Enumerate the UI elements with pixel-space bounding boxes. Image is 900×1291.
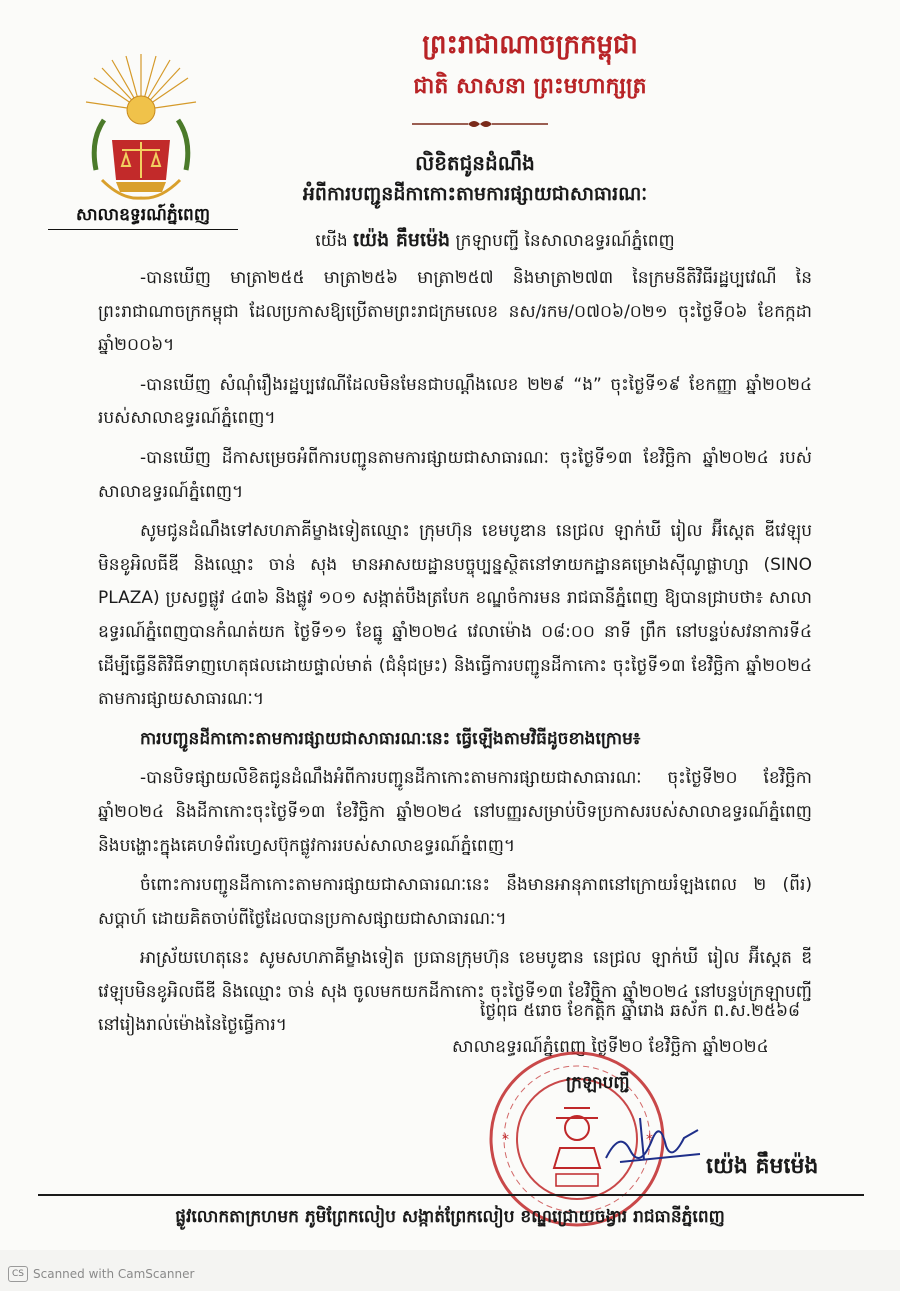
document-subtitle: អំពីការបញ្ជូនដីកាកោះតាមការផ្សាយជាសាធារណៈ xyxy=(302,183,648,205)
paragraph-effect: ចំពោះការបញ្ជូនដីកាកោះតាមការផ្សាយជាសាធារណៈនេះ នឹងមានអានុភាពនៅក្រោយរំឡងពេល ២ (ពីរ) សប្តាហ៍ ដោយគិតចាប់ពីថ្ងៃដែលបានប្រកាសផ្សាយជាសាធារណៈ។ xyxy=(98,875,812,929)
footer-address: ផ្លូវលោកតាក្រហមក ភូមិព្រែកលៀប សង្កាត់ព្រែកលៀប ខណ្ឌជ្រោយចង្វារ រាជធានីភ្នំពេញ xyxy=(175,1207,725,1227)
paragraph-notice: សូមជូនដំណឹងទៅសហភាគីម្ខាងទៀតឈ្មោះ ក្រុមហ៊ុន ខេមបូឌាន នេជ្រល ឡាក់ឃី រៀល អ៊ីស្តេត ឌីវេឡុបមិនខូអិលធីឌី និងឈ្មោះ ចាន់ សុង មានអាសយដ្ឋានបច្ចុប្បន្នស្ថិតនៅទាយកដ្ឋានគម្រោងស៊ីណូផ្លាហ្សា (SINO PLAZA) ប្រសព្វផ្លូវ ៤៣៦ និងផ្លូវ ១០១ សង្កាត់បឹងត្របែក ខណ្ឌចំការមន រាជធានីភ្នំពេញ ឱ្យបានជ្រាបថា៖ សាលាឧទ្ធរណ៍ភ្នំពេញបានកំណត់យក ថ្ងៃទី១១ ខែធ្នូ ឆ្នាំ២០២៤ វេលាម៉ោង ០៨:០០ នាទី ព្រឹក នៅបន្ទប់សវនាការទី៤ ដើម្បីធ្វើនីតិវិធីទាញហេតុផលដោយផ្ទាល់មាត់ (ជំនុំជម្រះ) និងធ្វើការបញ្ជូនដីកាកោះ ចុះថ្ងៃទី១៣ ខែវិច្ឆិកា ឆ្នាំ២០២៤ តាមការផ្សាយសាធារណៈ។ xyxy=(98,521,812,710)
paragraph-conclusion: អាស្រ័យហេតុនេះ សូមសហភាគីម្ខាងទៀត ប្រធានក្រុមហ៊ុន ខេមបូឌាន នេជ្រល ឡាក់ឃី រៀល អ៊ីស្តេត ឌីវេឡុបមិនខូអិលធីឌី និងឈ្មោះ ចាន់ សុង ចូលមកយកដីកាកោះ ចុះថ្ងៃទី១៣ ខែវិច្ឆិកា ឆ្នាំ២០២៤ នៅបន្ទប់ក្រឡាបញ្ជីនៅរៀងរាល់ម៉ោងនៃថ្ងៃធ្វើការ។ xyxy=(98,948,812,1036)
lunar-date: ថ្ងៃពុធ ៥រោច ខែកត្តិក ឆ្នាំរោង ឆស័ក ព.ស.២៥៦៨ xyxy=(480,1001,801,1021)
paragraph-case-file: -បានឃើញ សំណុំរឿងរដ្ឋប្បវេណីដែលមិនមែនជាបណ្តឹងលេខ ២២៩ “ង” ចុះថ្ងៃទី១៩ ខែកញ្ញា ឆ្នាំ២០២៤ របស់សាលាឧទ្ធរណ៍ភ្នំពេញ។ xyxy=(98,374,812,429)
paragraph-legal-basis: -បានឃើញ មាត្រា២៥៥ មាត្រា២៥៦ មាត្រា២៥៧ និងមាត្រា២៧៣ នៃក្រមនីតិវិធីរដ្ឋប្បវេណី នៃព្រះរាជាណាចក្រកម្ពុជា ដែលប្រកាសឱ្យប្រើតាមព្រះរាជក្រមលេខ នស/រកម/០៧០៦/០២១ ចុះថ្ងៃទី០៦ ខែកក្កដា ឆ្នាំ២០០៦។ xyxy=(98,268,812,356)
court-name: សាលាឧទ្ធរណ៍ភ្នំពេញ xyxy=(48,204,238,230)
svg-text:*: * xyxy=(502,1132,509,1148)
document-body xyxy=(98,262,812,1049)
document-title: លិខិតជូនដំណឹង xyxy=(415,151,535,175)
intro-clerk-name: យ៉េង គឹមម៉េង xyxy=(353,229,451,251)
svg-text:*: * xyxy=(646,1132,653,1148)
camscanner-watermark xyxy=(8,1266,194,1282)
national-motto: ជាតិ សាសនា ព្រះមហាក្សត្រ xyxy=(413,73,647,99)
kingdom-heading: ព្រះរាជាណាចក្រកម្ពុជា xyxy=(422,30,638,60)
camscanner-logo-icon: CS xyxy=(8,1266,28,1282)
intro-prefix: យើង xyxy=(315,231,348,251)
intro-line xyxy=(185,228,805,256)
paragraph-method-heading: ការបញ្ជូនដីកាកោះតាមការផ្សាយជាសាធារណៈនេះ ធ្វើឡើងតាមវិធីដូចខាងក្រោម៖ xyxy=(140,728,641,749)
intro-suffix: ក្រឡាបញ្ជី នៃសាលាឧទ្ធរណ៍ភ្នំពេញ xyxy=(455,231,675,251)
signer-name: យ៉េង គឹមម៉េង xyxy=(706,1154,819,1179)
header-ornament-divider xyxy=(410,118,550,130)
paragraph-posting: -បានបិទផ្សាយលិខិតជូនដំណឹងអំពីការបញ្ជូនដីកាកោះតាមការផ្សាយជាសាធារណៈ ចុះថ្ងៃទី២០ ខែវិច្ឆិកា ឆ្នាំ២០២៤ និងដីកាកោះចុះថ្ងៃទី១៣ ខែវិច្ឆិកា ឆ្នាំ២០២៤ នៅបញ្ញរសម្រាប់បិទប្រកាសរបស់សាលាឧទ្ធរណ៍ភ្នំពេញ និងបង្ហោះក្នុងគេហទំព័រហ្វេសប៊ុកផ្លូវការរបស់សាលាឧទ្ធរណ៍ភ្នំពេញ។ xyxy=(98,768,812,856)
paragraph-decision: -បានឃើញ ដីកាសម្រេចអំពីការបញ្ជូនតាមការផ្សាយជាសាធារណៈ ចុះថ្ងៃទី១៣ ខែវិច្ឆិកា ឆ្នាំ២០២៤ របស់សាលាឧទ្ធរណ៍ភ្នំពេញ។ xyxy=(98,447,812,502)
clerk-title: ក្រឡាបញ្ជី xyxy=(566,1073,630,1093)
footer-divider xyxy=(38,1194,864,1196)
solar-date: សាលាឧទ្ធរណ៍ភ្នំពេញ ថ្ងៃទី២០ ខែវិច្ឆិកា ឆ្នាំ២០២៤ xyxy=(452,1037,769,1057)
handwritten-signature xyxy=(600,1110,710,1170)
camscanner-text: Scanned with CamScanner xyxy=(33,1267,195,1281)
